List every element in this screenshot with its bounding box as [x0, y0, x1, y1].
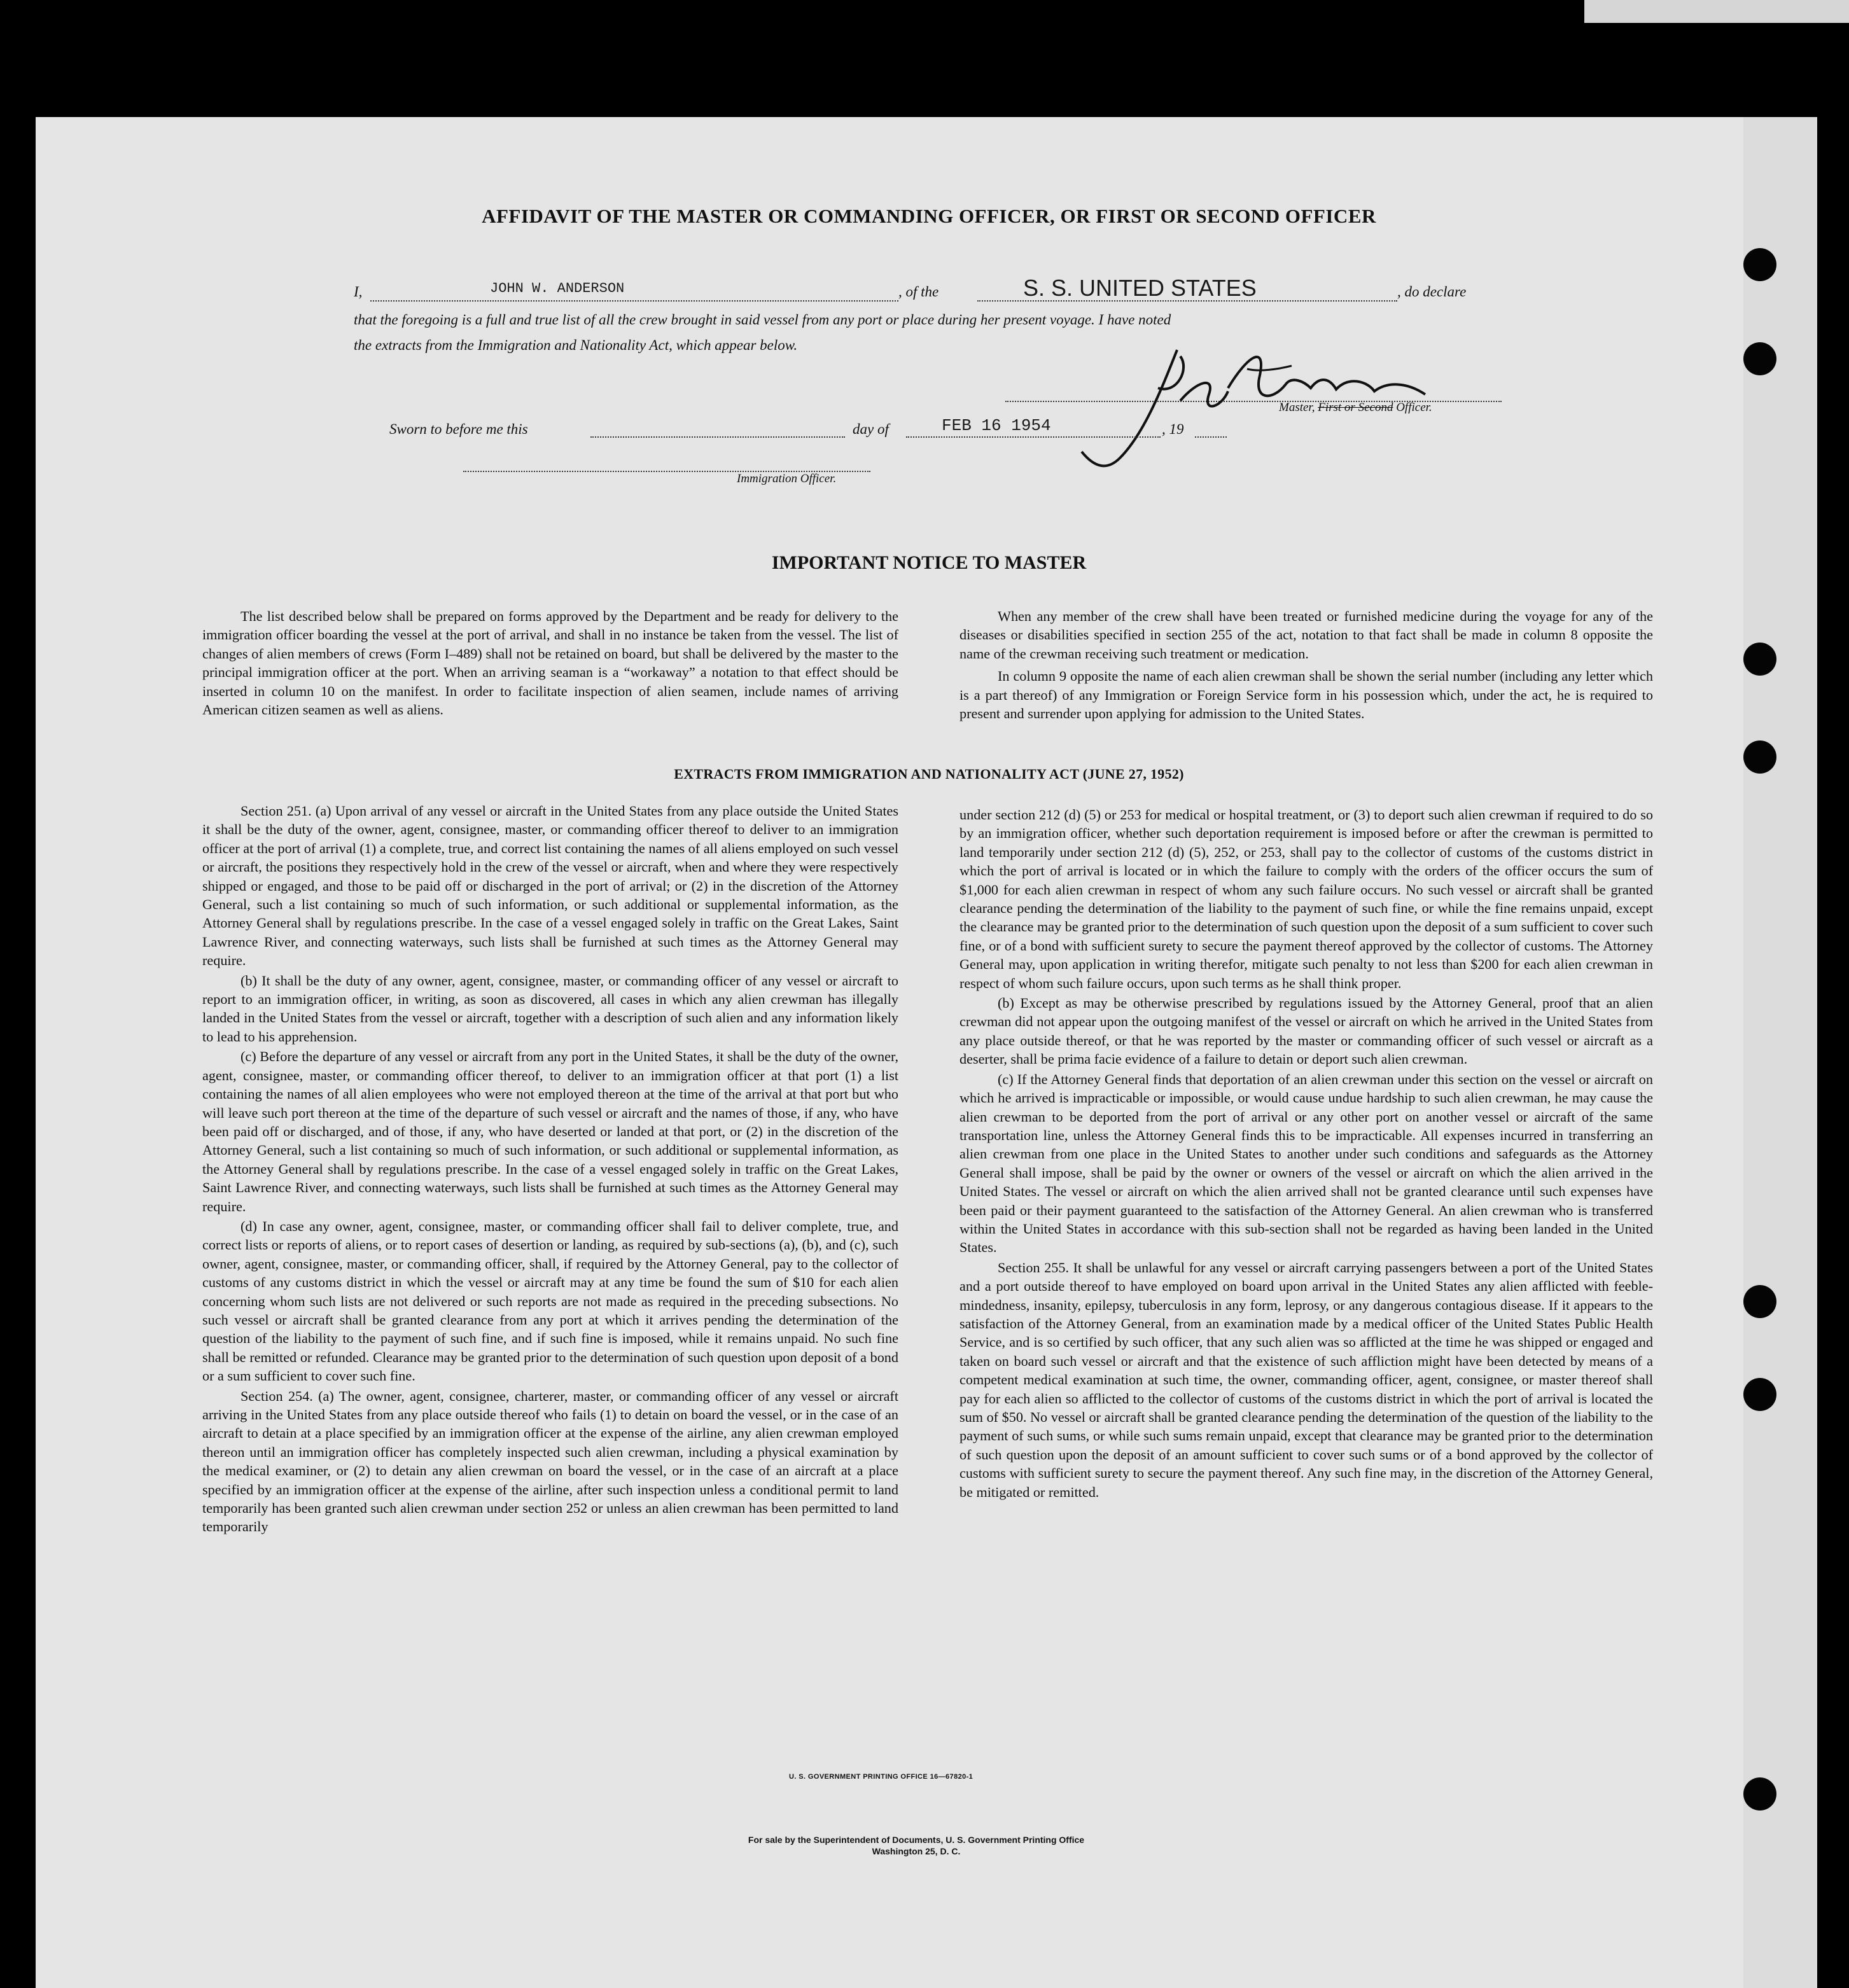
extracts-right-column — [959, 805, 1653, 1503]
binder-hole-icon — [1743, 248, 1776, 281]
section-254c: (c) If the Attorney General finds that deportation of an alien crewman under this section on the vessel or aircraft on which he arrived is impracticable or impossible, or would cause undue hardship to such alien crewman, he may cause the alien crewman to be deported from the port of arrival or any other port on another vessel or aircraft of the same transportation line, unless the Attorney General finds this to be impracticable. All expenses incurred in transferring an alien crewman from one place in the United States to another under such conditions and safeguards as the Attorney General shall impose, shall be paid by the owner or owners of the vessel or aircraft on which the alien arrived in the United States. The vessel or aircraft on which the alien arrived shall not be granted clearance until such expenses have been paid or their payment guaranteed to the satisfaction of the Attorney General. An alien crewman who is transferred within the United States in accordance with this sub-section shall not be regarded as having been landed in the United States. — [959, 1071, 1653, 1256]
of-the-label: , of the — [898, 284, 939, 300]
handwritten-signature-icon — [1069, 331, 1463, 477]
section-254b: (b) Except as may be otherwise prescribed by regulations issued by the Attorney General, proof that an alien crewman did not appear upon the outgoing manifest of the vessel or aircraft on which he arrived in the United States from any place outside thereof, or that he was reported by the master or commanding officer of such vessel or aircraft as a deserter, shall be prima facie evidence of a failure to detain or deport such alien crewman. — [959, 995, 1653, 1067]
notice-right-paragraph-2: In column 9 opposite the name of each alien crewman shall be shown the serial number (including any letter which is a part thereof) of any Immigration or Foreign Service form in his possession which, under the act, he is required to present and surrender upon applying for admission to the United States. — [959, 668, 1653, 722]
affidavit-title: AFFIDAVIT OF THE MASTER OR COMMANDING OFFICER, OR FIRST OR SECOND OFFICER — [482, 205, 1376, 227]
notice-right-paragraph-1: When any member of the crew shall have been treated or furnished medicine during the voyage for any of the diseases or disabilities specified in section 255 of the act, notation to that fact shall be made in column 8 opposite the name of the crewman receiving such treatment or medication. — [959, 608, 1653, 662]
sworn-date-value: FEB 16 1954 — [942, 416, 1051, 435]
i-label: I, — [354, 284, 363, 300]
binder-hole-icon — [1743, 1378, 1776, 1411]
sworn-label: Sworn to before me this — [389, 421, 528, 437]
section-251c: (c) Before the departure of any vessel or aircraft from any port in the United States, it shall be the duty of the owner, agent, consignee, master, or commanding officer thereof, to deliver to an immigration officer at that port (1) a list containing the names of all alien employees who were not employed thereon at the time of the arrival at that port but who will leave such port thereon at the time of the departure of such vessel or aircraft and the names of those, if any, who have been paid off or discharged, and of those, if any, who have deserted or landed at that port, or (2) in the discretion of the Attorney General, such a list containing so much of such information, or such additional or supplemental information, as the Attorney General shall by regulations prescribe. In the case of a vessel engaged solely in traffic on the Great Lakes, Saint Lawrence River, and connecting waterways, such lists shall be furnished at such times as the Attorney General may require. — [202, 1048, 898, 1214]
do-declare-label: , do declare — [1397, 284, 1467, 300]
year-label: , 19 — [1162, 421, 1184, 437]
day-of-label: day of — [853, 421, 889, 437]
section-251a: Section 251. (a) Upon arrival of any vessel or aircraft in the United States from any place outside the United States it shall be the duty of the owner, agent, consignee, master, or commanding officer thereof to deliver to an immigration officer at the port of arrival (1) a complete, true, and correct list containing the names of all aliens employed on such vessel or aircraft, the positions they respectively hold in the crew of the vessel or aircraft, when and where they were respectively shipped or engaged, and those to be paid off or discharged in the port of arrival; or (2) in the discretion of the Attorney General, such a list containing so much of such information, or such additional or supplemental information, as the Attorney General shall by regulations prescribe. In the case of a vessel engaged solely in traffic on the Great Lakes, Saint Lawrence River, and connecting waterways, such lists shall be furnished at such times as the Attorney General may require. — [202, 803, 898, 969]
section-251b: (b) It shall be the duty of any owner, agent, consignee, master, or commanding officer of any vessel or aircraft to report to an immigration officer, in writing, as soon as discovered, all cases in which any alien crewman has illegally landed in the United States from the vessel or aircraft, together with a description of such alien and any information likely to lead to his apprehension. — [202, 972, 898, 1045]
for-sale-notice — [611, 1834, 1222, 1857]
master-name-field — [370, 281, 898, 302]
for-sale-line-2: Washington 25, D. C. — [872, 1846, 961, 1856]
extracts-title: EXTRACTS FROM IMMIGRATION AND NATIONALITY ACT (JUNE 27, 1952) — [674, 766, 1184, 782]
declaration-line-2: the extracts from the Immigration and Nationality Act, which appear below. — [354, 337, 798, 353]
binder-hole-icon — [1743, 740, 1776, 774]
master-name-value: JOHN W. ANDERSON — [490, 281, 625, 296]
corner-tab — [1584, 0, 1849, 23]
master-caption-prefix: Master, — [1279, 401, 1315, 414]
section-254a: Section 254. (a) The owner, agent, consignee, charterer, master, or commanding officer of any vessel or aircraft arriving in the United States from any place outside thereof who fails (1) to detain on board the vessel, or in the case of an aircraft to detain at a place specified by an immigration officer at the expense of the airline, any alien crewman employed thereon until an immigration officer has completely inspected such alien crewman, including a physical examination by the medical examiner, or (2) to detain any alien crewman on board the vessel, or in the case of an aircraft at a place specified by an immigration officer at the expense of the airline, after such inspection unless a conditional permit to land temporarily has been granted such alien crewman under section 252 or unless an alien crewman has been permitted to land temporarily — [202, 1387, 898, 1535]
master-caption-struck: First or Second — [1318, 401, 1393, 414]
binder-hole-icon — [1743, 643, 1776, 676]
section-255: Section 255. It shall be unlawful for any vessel or aircraft carrying passengers between a port of the United States and a port outside thereof to have employed on board upon arrival in the United States any alien afflicted with feeble-mindedness, insanity, epilepsy, tuberculosis in any form, leprosy, or any dangerous contagious disease. If it appears to the satisfaction of the Attorney General, from an examination made by a medical officer of the United States Public Health Service, and is so certified by such officer, that any such alien was so afflicted at the time he was shipped or engaged and taken on board such vessel or aircraft and that the existence of such affliction might have been detected by means of a competent medical examination at such time, the owner, commanding officer, agent, consignee, or master thereof shall pay for each alien so afflicted to the collector of customs of the customs district in which the port of arrival is located the sum of $50. No vessel or aircraft shall be granted clearance pending the determination of the question of the liability to the payment of such sums, or while such sums remain unpaid, except that clearance may be granted prior to the determination of such question upon the deposit of an amount sufficient to cover such sums or of a bond approved by the collector of customs with sufficient surety to secure the payment thereof. Any such fine may, in the discretion of the Attorney General, be mitigated or remitted. — [959, 1259, 1653, 1500]
notice-title: IMPORTANT NOTICE TO MASTER — [771, 552, 1087, 573]
binder-hole-icon — [1743, 1777, 1776, 1811]
sworn-day-field — [590, 417, 845, 438]
notice-left-column — [202, 607, 898, 720]
notice-right-column — [959, 607, 1653, 724]
printing-office-code: U. S. GOVERNMENT PRINTING OFFICE 16—67820-1 — [789, 1773, 973, 1781]
page-edge — [1743, 117, 1817, 1988]
section-254a-continued: under section 212 (d) (5) or 253 for medical or hospital treatment, or (3) to deport such alien crewman if required to do so by an immigration officer, whether such deportation requirement is imposed before or after the crewman is permitted to land temporarily under section 212 (d) (5), 252, or 253, shall pay to the collector of customs of the customs district in which the port of arrival is located or in which the failure to comply with the orders of the officer occurs the sum of $1,000 for each alien crewman in respect of whom any such failure occurs. No such vessel or aircraft shall be granted clearance pending the determination of the liability to the payment of such fine, or while the fine remains unpaid, except the clearance may be granted prior to the determination of such question upon the deposit of a sum sufficient to cover such fine, or of a bond with sufficient surety to secure the payment thereof approved by the collector of customs. The Attorney General may, upon application in writing therefor, mitigate such penalty to not less than $200 for each alien crewman in respect of whom such failure occurs, upon such terms as he shall think proper. — [959, 807, 1653, 991]
notice-left-paragraph: The list described below shall be prepared on forms approved by the Department and be ready for delivery to the immigration officer boarding the vessel at the port of arrival, and shall in no instance be taken from the vessel. The list of changes of alien members of crews (Form I–489) shall not be retained on board, but shall be delivered by the master to the principal immigration officer at the port. When an arriving seaman is a “workaway” a notation to that effect should be inserted in column 10 on the manifest. In order to facilitate inspection of alien seamen, include names of arriving American citizen seamen as well as aliens. — [202, 608, 898, 718]
immigration-officer-line — [463, 454, 870, 472]
vessel-name-value: S. S. UNITED STATES — [1023, 275, 1257, 301]
immigration-officer-label: Immigration Officer. — [737, 472, 837, 485]
section-251d: (d) In case any owner, agent, consignee, master, or commanding officer shall fail to deliver complete, true, and correct lists or reports of aliens, or to report cases of desertion or landing, as required by sub-sections (a), (b), and (c), such owner, agent, consignee, master, or commanding officer, shall, if required by the Attorney General, pay to the collector of customs of any customs district in which the vessel or aircraft may at any time be found the sum of $10 for each alien concerning whom such lists are not delivered or such reports are not made as required in the preceding subsections. No such vessel or aircraft shall be granted clearance from any port at which it arrives pending the determination of the question of the liability to the payment of such fine, and if such fine is imposed, while it remains unpaid. No such fine shall be remitted or refunded. Clearance may be granted prior to the determination of such question upon deposit of a bond or a sum sufficient to cover such fine. — [202, 1218, 898, 1384]
extracts-left-column — [202, 802, 898, 1538]
master-caption-suffix: Officer. — [1396, 401, 1432, 414]
binder-hole-icon — [1743, 1285, 1776, 1318]
year-field — [1195, 417, 1227, 438]
for-sale-line-1: For sale by the Superintendent of Documents, U. S. Government Printing Office — [748, 1835, 1085, 1845]
declaration-line-1: that the foregoing is a full and true list of all the crew brought in said vessel from any port or place during her present voyage. I have noted — [354, 312, 1171, 328]
binder-hole-icon — [1743, 342, 1776, 375]
